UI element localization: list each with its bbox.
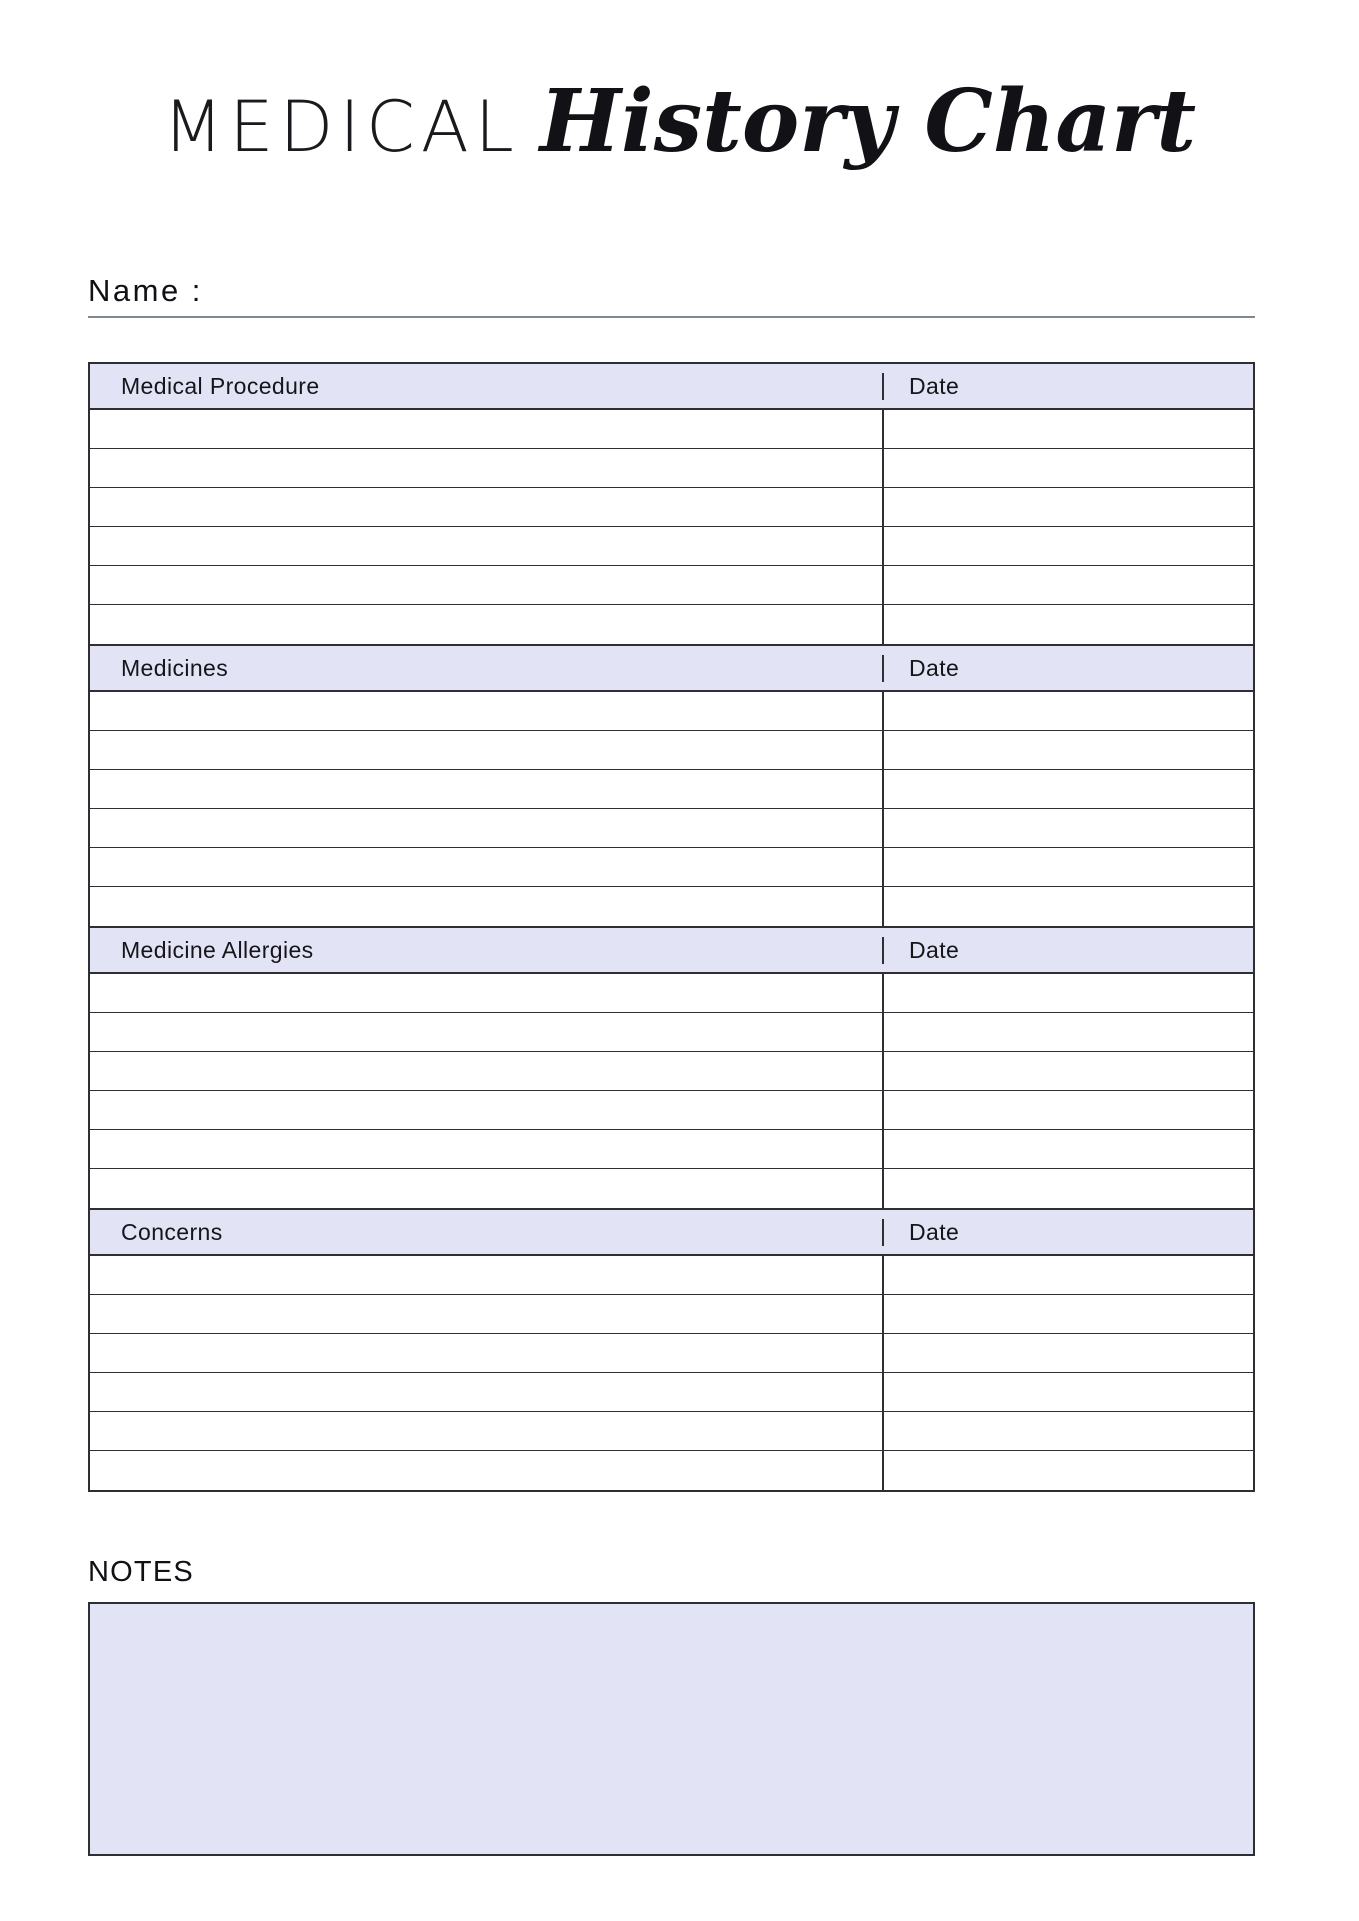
date-entry-cell[interactable] <box>884 974 1253 1012</box>
table-row <box>90 1412 1253 1451</box>
entry-cell[interactable] <box>90 1013 884 1051</box>
entry-cell[interactable] <box>90 887 884 926</box>
date-entry-cell[interactable] <box>884 1334 1253 1372</box>
table-row <box>90 1334 1253 1373</box>
table-row <box>90 1295 1253 1334</box>
entry-cell[interactable] <box>90 1451 884 1490</box>
section-header-medical-procedure <box>90 364 1253 410</box>
date-entry-cell[interactable] <box>884 1130 1253 1168</box>
date-entry-cell[interactable] <box>884 410 1253 448</box>
section-header-medicines <box>90 646 1253 692</box>
table-row <box>90 809 1253 848</box>
section-medical-procedure <box>90 364 1253 644</box>
section-medicine-allergies <box>90 926 1253 1208</box>
table-row <box>90 566 1253 605</box>
section-title: Medicine Allergies <box>90 937 884 964</box>
section-header-concerns <box>90 1210 1253 1256</box>
entry-cell[interactable] <box>90 566 884 604</box>
notes-label: NOTES <box>88 1556 194 1588</box>
page-title <box>0 0 1359 213</box>
date-entry-cell[interactable] <box>884 692 1253 730</box>
date-entry-cell[interactable] <box>884 1412 1253 1450</box>
date-column-header: Date <box>909 1218 960 1245</box>
date-entry-cell[interactable] <box>884 1256 1253 1294</box>
entry-cell[interactable] <box>90 809 884 847</box>
date-column-header: Date <box>909 654 960 681</box>
section-title: Medicines <box>90 655 884 682</box>
table-row <box>90 974 1253 1013</box>
table-row <box>90 1256 1253 1295</box>
date-entry-cell[interactable] <box>884 731 1253 769</box>
table-row <box>90 1130 1253 1169</box>
table-row <box>90 410 1253 449</box>
section-header-medicine-allergies <box>90 928 1253 974</box>
date-entry-cell[interactable] <box>884 887 1253 926</box>
date-entry-cell[interactable] <box>884 605 1253 644</box>
table-row <box>90 527 1253 566</box>
table-row <box>90 1091 1253 1130</box>
date-column-header: Date <box>909 936 960 963</box>
table-row <box>90 1013 1253 1052</box>
date-entry-cell[interactable] <box>884 1169 1253 1208</box>
table-row <box>90 488 1253 527</box>
entry-cell[interactable] <box>90 974 884 1012</box>
date-entry-cell[interactable] <box>884 809 1253 847</box>
date-entry-cell[interactable] <box>884 1295 1253 1333</box>
entry-cell[interactable] <box>90 449 884 487</box>
entry-cell[interactable] <box>90 731 884 769</box>
table-row <box>90 1052 1253 1091</box>
entry-cell[interactable] <box>90 1334 884 1372</box>
date-entry-cell[interactable] <box>884 449 1253 487</box>
section-rows <box>90 1256 1253 1490</box>
date-column-header: Date <box>909 372 960 399</box>
entry-cell[interactable] <box>90 605 884 644</box>
table-row <box>90 848 1253 887</box>
table-row <box>90 692 1253 731</box>
date-entry-cell[interactable] <box>884 566 1253 604</box>
section-concerns <box>90 1208 1253 1490</box>
date-entry-cell[interactable] <box>884 1052 1253 1090</box>
table-row <box>90 770 1253 809</box>
table-row <box>90 1169 1253 1208</box>
table-row <box>90 449 1253 488</box>
entry-cell[interactable] <box>90 1052 884 1090</box>
entry-cell[interactable] <box>90 1412 884 1450</box>
entry-cell[interactable] <box>90 1295 884 1333</box>
title-medical-text: MEDICAL <box>162 86 520 168</box>
date-entry-cell[interactable] <box>884 848 1253 886</box>
date-entry-cell[interactable] <box>884 488 1253 526</box>
date-entry-cell[interactable] <box>884 1373 1253 1411</box>
date-entry-cell[interactable] <box>884 770 1253 808</box>
notes-box[interactable] <box>88 1602 1255 1856</box>
section-title: Medical Procedure <box>90 373 884 400</box>
title-history-chart-script: History Chart <box>539 71 1197 172</box>
section-rows <box>90 410 1253 644</box>
entry-cell[interactable] <box>90 1130 884 1168</box>
entry-cell[interactable] <box>90 1091 884 1129</box>
table-row <box>90 887 1253 926</box>
entry-cell[interactable] <box>90 848 884 886</box>
table-row <box>90 605 1253 644</box>
entry-cell[interactable] <box>90 1373 884 1411</box>
table-row <box>90 1451 1253 1490</box>
section-rows <box>90 692 1253 926</box>
date-entry-cell[interactable] <box>884 527 1253 565</box>
name-field-row <box>88 267 1255 318</box>
date-entry-cell[interactable] <box>884 1013 1253 1051</box>
entry-cell[interactable] <box>90 488 884 526</box>
entry-cell[interactable] <box>90 410 884 448</box>
entry-cell[interactable] <box>90 1256 884 1294</box>
medical-history-table <box>88 362 1255 1492</box>
section-title: Concerns <box>90 1219 884 1246</box>
section-medicines <box>90 644 1253 926</box>
entry-cell[interactable] <box>90 770 884 808</box>
table-row <box>90 731 1253 770</box>
name-label: Name : <box>88 273 203 308</box>
entry-cell[interactable] <box>90 692 884 730</box>
date-entry-cell[interactable] <box>884 1091 1253 1129</box>
entry-cell[interactable] <box>90 1169 884 1208</box>
entry-cell[interactable] <box>90 527 884 565</box>
name-input-line[interactable] <box>203 267 1255 301</box>
table-row <box>90 1373 1253 1412</box>
date-entry-cell[interactable] <box>884 1451 1253 1490</box>
content-column <box>88 267 1255 1856</box>
section-rows <box>90 974 1253 1208</box>
